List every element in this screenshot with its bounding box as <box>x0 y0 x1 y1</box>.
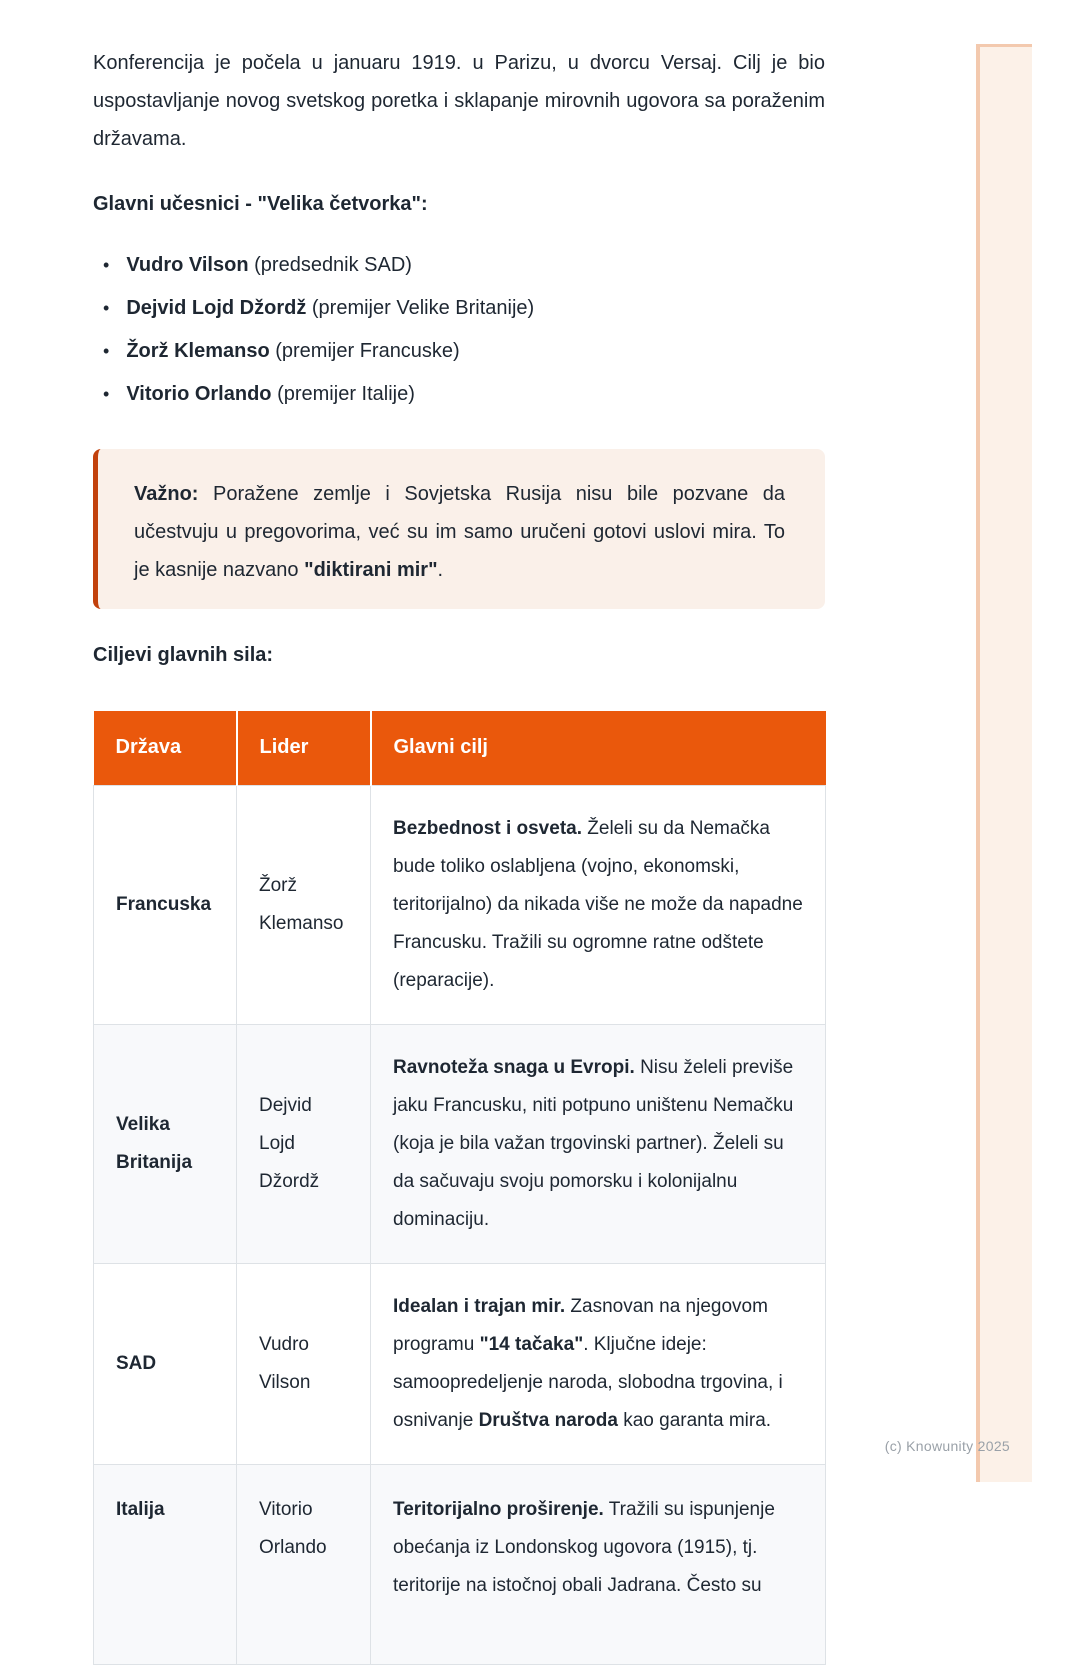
callout-bold-phrase: "diktirani mir" <box>304 559 438 581</box>
goal-text: . Ključne ideje: samoopredeljenje naroda, slobodna trgovina, i osnivanje <box>393 1333 783 1431</box>
participants-list <box>93 246 825 413</box>
bullet-icon: • <box>103 255 110 275</box>
leader-cell: Vitorio Orlando <box>237 1464 371 1664</box>
country-cell: Velika Britanija <box>94 1024 237 1263</box>
participant-name: Žorž Klemanso <box>126 340 270 362</box>
participant-text <box>126 289 534 327</box>
callout-paragraph <box>134 475 785 589</box>
column-header-leader: Lider <box>237 711 371 785</box>
goal-bold-phrase: Ravnoteža snaga u Evropi. <box>393 1056 635 1078</box>
intro-paragraph: Konferencija je počela u januaru 1919. u Parizu, u dvorcu Versaj. Cilj je bio uspostavljanje novog svetskog poretka i sklapanje mirovnih ugovora sa poraženim državama. <box>93 52 825 150</box>
leader-cell: Vudro Vilson <box>237 1263 371 1464</box>
participant-name: Dejvid Lojd Džordž <box>126 297 307 319</box>
participant-name: Vudro Vilson <box>126 254 249 276</box>
column-header-country: Država <box>94 711 237 785</box>
country-cell: Francuska <box>94 785 237 1024</box>
country-cell: SAD <box>94 1263 237 1464</box>
participant-text <box>126 332 459 370</box>
leader-cell: Žorž Klemanso <box>237 785 371 1024</box>
bullet-icon: • <box>103 298 110 318</box>
list-item <box>103 332 825 370</box>
list-item <box>103 246 825 284</box>
goal-bold-phrase: Društva naroda <box>478 1409 618 1431</box>
goal-bold-phrase: Teritorijalno proširenje. <box>393 1498 604 1520</box>
callout-tail: . <box>437 559 444 581</box>
important-callout <box>93 449 825 609</box>
goal-bold-phrase: Bezbednost i osveta. <box>393 817 582 839</box>
participant-text <box>126 246 412 284</box>
callout-label: Važno: <box>134 483 199 505</box>
table-row <box>94 785 826 1024</box>
participant-role: (premijer Velike Britanije) <box>311 297 535 319</box>
page-content <box>93 44 825 1665</box>
table-row <box>94 1024 826 1263</box>
leader-cell: Dejvid Lojd Džordž <box>237 1024 371 1263</box>
goal-text: Tražili su ispunjenje obećanja iz Londonskog ugovora (1915), tj. teritorije na istočnoj obali Jadrana. Često su <box>393 1498 775 1596</box>
bullet-icon: • <box>103 384 110 404</box>
participant-role: (premijer Italije) <box>277 383 415 405</box>
bullet-icon: • <box>103 341 110 361</box>
copyright-watermark: (c) Knowunity 2025 <box>884 1438 1010 1454</box>
goal-text: kao garanta mira. <box>617 1409 772 1431</box>
participants-heading: Glavni učesnici - "Velika četvorka": <box>93 193 428 215</box>
table-row <box>94 1263 826 1464</box>
goal-bold-phrase: "14 tačaka" <box>479 1333 584 1355</box>
participant-role: (predsednik SAD) <box>254 254 412 276</box>
goal-bold-phrase: Idealan i trajan mir. <box>393 1295 566 1317</box>
participant-role: (premijer Francuske) <box>275 340 460 362</box>
goal-text: Zasnovan na njegovom programu <box>393 1295 768 1355</box>
participant-name: Vitorio Orlando <box>126 383 272 405</box>
goals-heading: Ciljevi glavnih sila: <box>93 644 274 666</box>
participant-text <box>126 375 415 413</box>
country-cell: Italija <box>94 1464 237 1664</box>
goal-text: Želeli su da Nemačka bude toliko oslabljena (vojno, ekonomski, teritorijalno) da nikada više ne može da napadne Francusku. Tražili su ogromne ratne odštete (reparacije). <box>393 817 803 991</box>
decorative-side-stripe <box>976 44 1032 1482</box>
goal-cell <box>371 1464 826 1664</box>
list-item <box>103 289 825 327</box>
goal-cell <box>371 785 826 1024</box>
list-item <box>103 375 825 413</box>
goal-text: Nisu želeli previše jaku Francusku, niti potpuno uništenu Nemačku (koja je bila važan trgovinski partner). Želeli su da sačuvaju svoju pomorsku i kolonijalnu dominaciju. <box>393 1056 794 1230</box>
table-row <box>94 1464 826 1664</box>
goals-table <box>93 711 826 1665</box>
column-header-goal: Glavni cilj <box>371 711 826 785</box>
goal-cell <box>371 1263 826 1464</box>
callout-body: Poražene zemlje i Sovjetska Rusija nisu bile pozvane da učestvuju u pregovorima, već su im samo uručeni gotovi uslovi mira. To je kasnije nazvano <box>134 483 785 581</box>
goal-cell <box>371 1024 826 1263</box>
table-header-row <box>94 711 826 785</box>
